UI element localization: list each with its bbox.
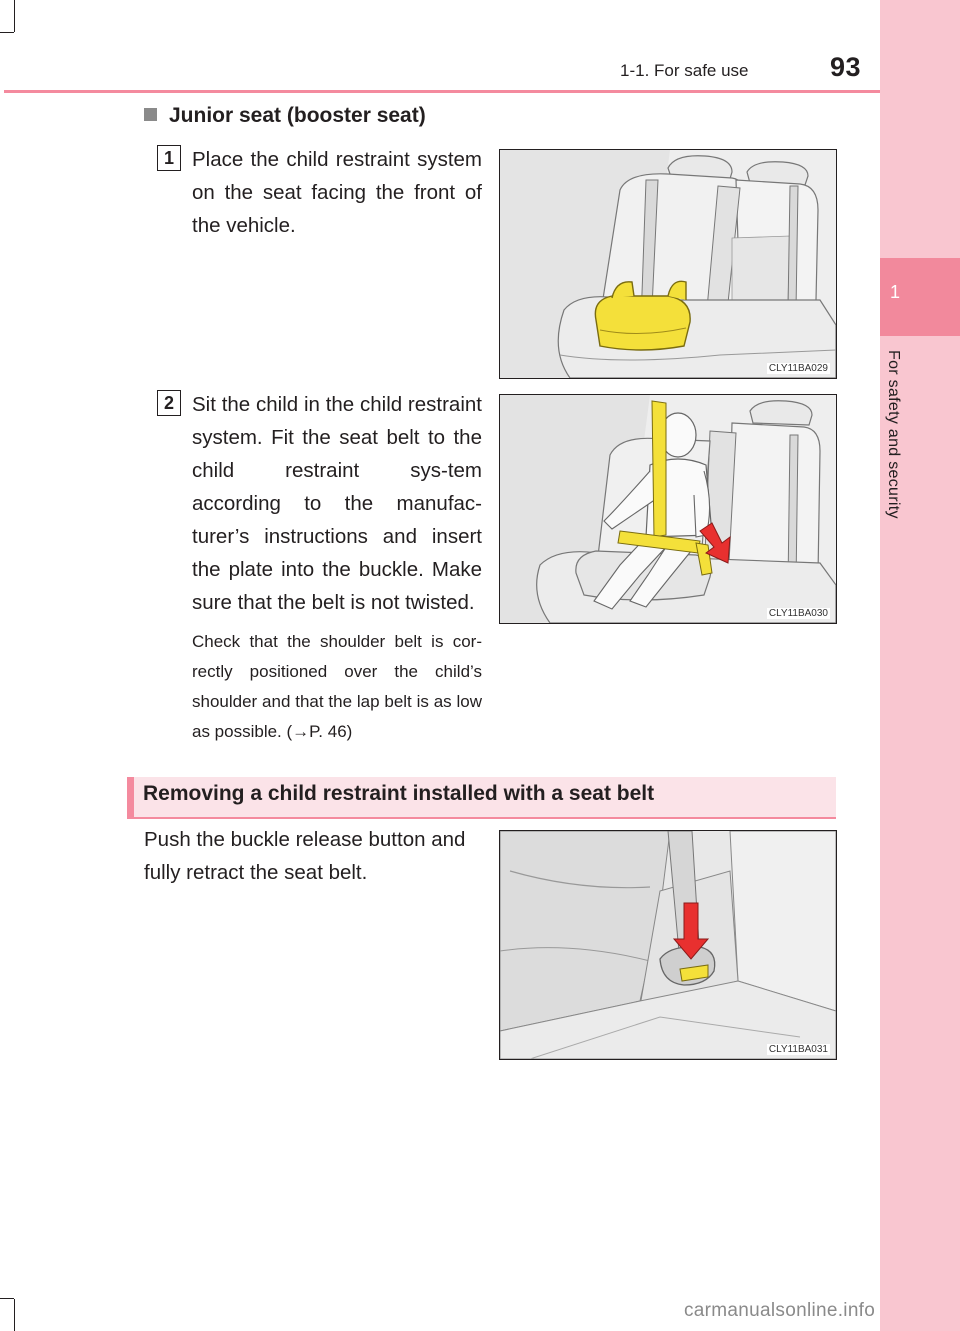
crop-mark xyxy=(0,32,14,33)
step-2-note: Check that the shoulder belt is cor-rectly positioned over the child’s shoulder and that the lap belt is as low as possible. (→P. 46) xyxy=(192,632,482,741)
figure-booster-seat-placement xyxy=(499,149,837,379)
crop-mark xyxy=(14,0,15,32)
buckle-release-illustration xyxy=(500,831,836,1059)
crop-mark xyxy=(0,1298,14,1299)
figure-child-belted xyxy=(499,394,837,624)
figure-code: CLY11BA029 xyxy=(768,363,828,374)
step-1-text: Place the child restraint system on the seat facing the front of the vehicle. xyxy=(192,148,482,237)
figure-code: CLY11BA030 xyxy=(768,608,828,619)
figure-buckle-release xyxy=(499,830,837,1060)
section-banner-accent xyxy=(127,777,134,819)
subheading-junior-seat xyxy=(144,104,426,128)
section-title: 1-1. For safe use xyxy=(620,61,749,80)
chapter-side-tab xyxy=(880,0,960,1331)
step-number-badge: 1 xyxy=(157,145,181,171)
step-number-badge: 2 xyxy=(157,390,181,416)
removing-text: Push the buckle release button and fully retract the seat belt. xyxy=(144,828,466,884)
step-2-text: Sit the child in the child restraint system. Fit the seat belt to the child restraint sys-tem according to the manufac-turer’s instructions and insert the plate into the buckle. Make sure that the belt is not twisted. xyxy=(192,393,482,614)
page-number: 93 xyxy=(830,52,862,82)
chapter-label: For safety and security xyxy=(885,350,902,519)
watermark-text: carmanualsonline.info xyxy=(684,1300,876,1321)
child-on-booster-illustration xyxy=(500,395,836,623)
section-banner-title: Removing a child restraint installed with a seat belt xyxy=(143,782,655,805)
square-bullet-icon xyxy=(144,108,157,121)
header-rule xyxy=(4,90,880,93)
rear-seat-booster-illustration xyxy=(500,150,836,378)
crop-mark xyxy=(14,1299,15,1331)
subheading-text: Junior seat (booster seat) xyxy=(169,104,426,127)
figure-code: CLY11BA031 xyxy=(768,1044,828,1055)
chapter-number: 1 xyxy=(889,282,900,302)
